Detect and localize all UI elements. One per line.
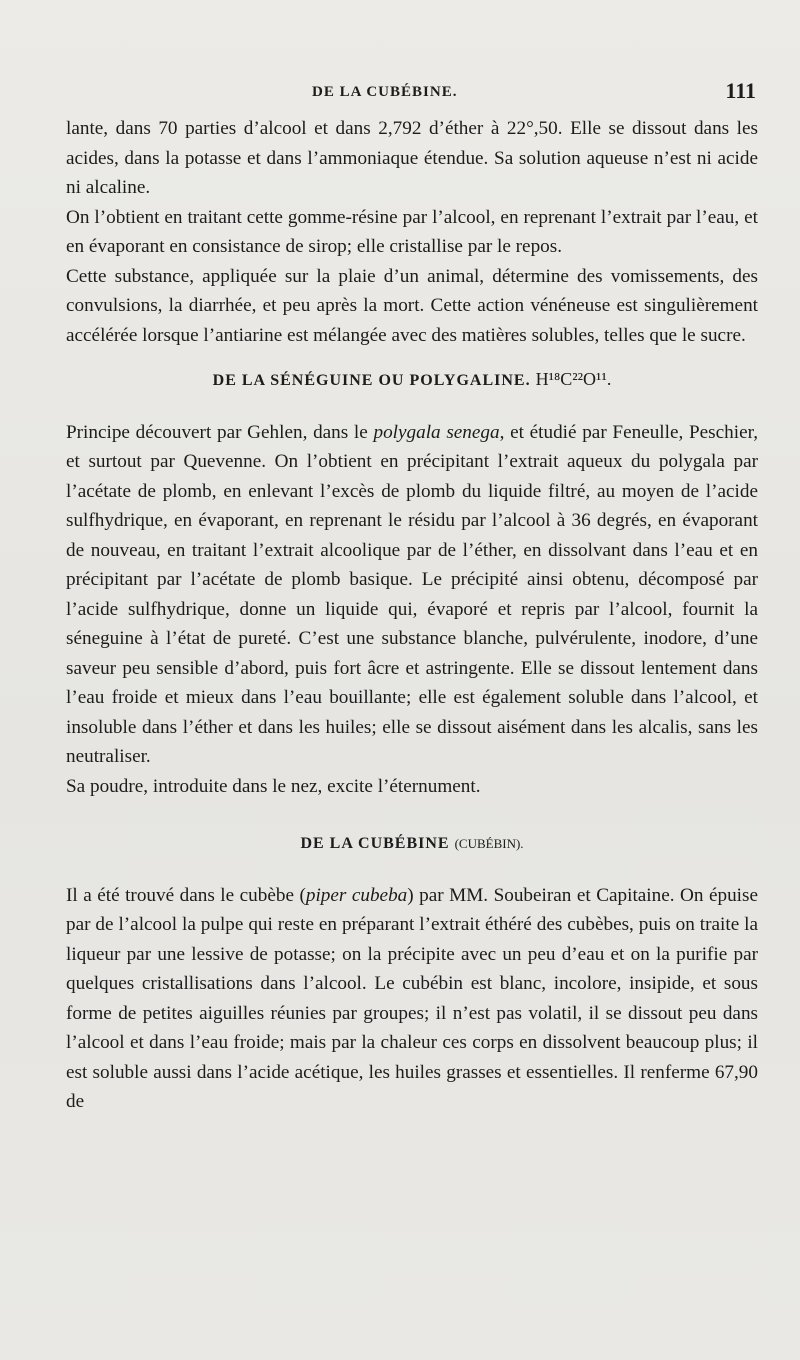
italic-term: piper cubeba (305, 884, 408, 906)
text-run: Principe découvert par Gehlen, dans le (66, 421, 374, 443)
paragraph-powder: Sa poudre, introduite dans le nez, excite l’éternument. (66, 775, 481, 797)
text-run: Il a été trouvé dans le cubèbe ( (66, 884, 306, 906)
chemical-formula: H¹⁸C²²O¹¹. (535, 369, 612, 389)
body-text (66, 114, 758, 1117)
running-title: DE LA CUBÉBINE. (312, 84, 458, 100)
paragraph-obtention: On l’obtient en traitant cette gomme-résine par l’alcool, en reprenant l’extrait par l’eau, et en évaporant en consistance de sirop; elle cristallise par le repos. (66, 206, 758, 257)
section-heading-cubebine (66, 829, 758, 859)
paragraph-effects: Cette substance, appliquée sur la plaie d’un animal, détermine des vomissements, des convulsions, la diarrhée, et peu après la mort. Cette action vénéneuse est singulièrement accélérée lorsque l’antiarine est mélangée avec des matières solubles, telles que le sucre. (66, 265, 758, 346)
text-run: , et étudié par Feneulle, Peschier, et surtout par Quevenne. On l’obtient en précipitant l’extrait aqueux du polygala par l’acétate de plomb, en enlevant l’excès de plomb du liquide filtré, au moyen de l’acide sulfhydrique, en évaporant, en reprenant le résidu par l’alcool à 36 degrés, en évaporant de nouveau, en traitant l’extrait alcoolique par de l’éther, en dissolvant dans l’eau et en précipitant par l’acétate de plomb basique. Le précipité ainsi obtenu, décomposé par l’acide sulfhydrique, donne un liquide qui, évaporé et repris par l’alcool, fournit la séneguine à l’état de pureté. C’est une substance blanche, pulvérulente, inodore, d’une saveur peu sensible d’abord, puis fort âcre et astringente. Elle se dissout lentement dans l’eau froide et mieux dans l’eau bouillante; elle est également soluble dans l’alcool, et insoluble dans l’éther et dans les huiles; elle se dissout aisément dans les alcalis, sans les neutraliser. (66, 421, 759, 767)
paragraph-continuation: lante, dans 70 parties d’alcool et dans 2,792 d’éther à 22°,50. Elle se dissout dans les acides, dans la potasse et dans l’ammoniaque étendue. Sa solution aqueuse n’est ni acide ni alcaline. (66, 118, 758, 198)
paragraph-seneguine (66, 418, 758, 772)
section-heading-seneguine (66, 365, 758, 396)
page-number: 111 (725, 78, 756, 103)
italic-term: polygala senega (373, 421, 500, 443)
heading-title: DE LA CUBÉBINE (300, 835, 450, 852)
paragraph-cubebine (66, 881, 758, 1117)
heading-subtitle: (CUBÉBIN). (454, 836, 524, 851)
text-run: ) par MM. Soubeiran et Capitaine. On épuise par de l’alcool la pulpe qui reste en préparant l’extrait éthéré des cubèbes, puis on traite la liqueur par une lessive de potasse; on la précipite avec un peu d’eau et on la purifie par quelques cristallisations dans l’alcool. Le cubébin est blanc, incolore, insipide, et sous forme de petites aiguilles réunies par groupes; il n’est pas volatil, il se dissout peu dans l’alcool et dans l’eau froide; mais par la chaleur ces corps en dissolvent beaucoup plus; il est soluble aussi dans l’acide acétique, les huiles grasses et essentielles. Il renferme 67,90 de (66, 884, 758, 1112)
heading-title: DE LA SÉNÉGUINE OU POLYGALINE. (212, 372, 531, 389)
running-head (66, 78, 756, 112)
